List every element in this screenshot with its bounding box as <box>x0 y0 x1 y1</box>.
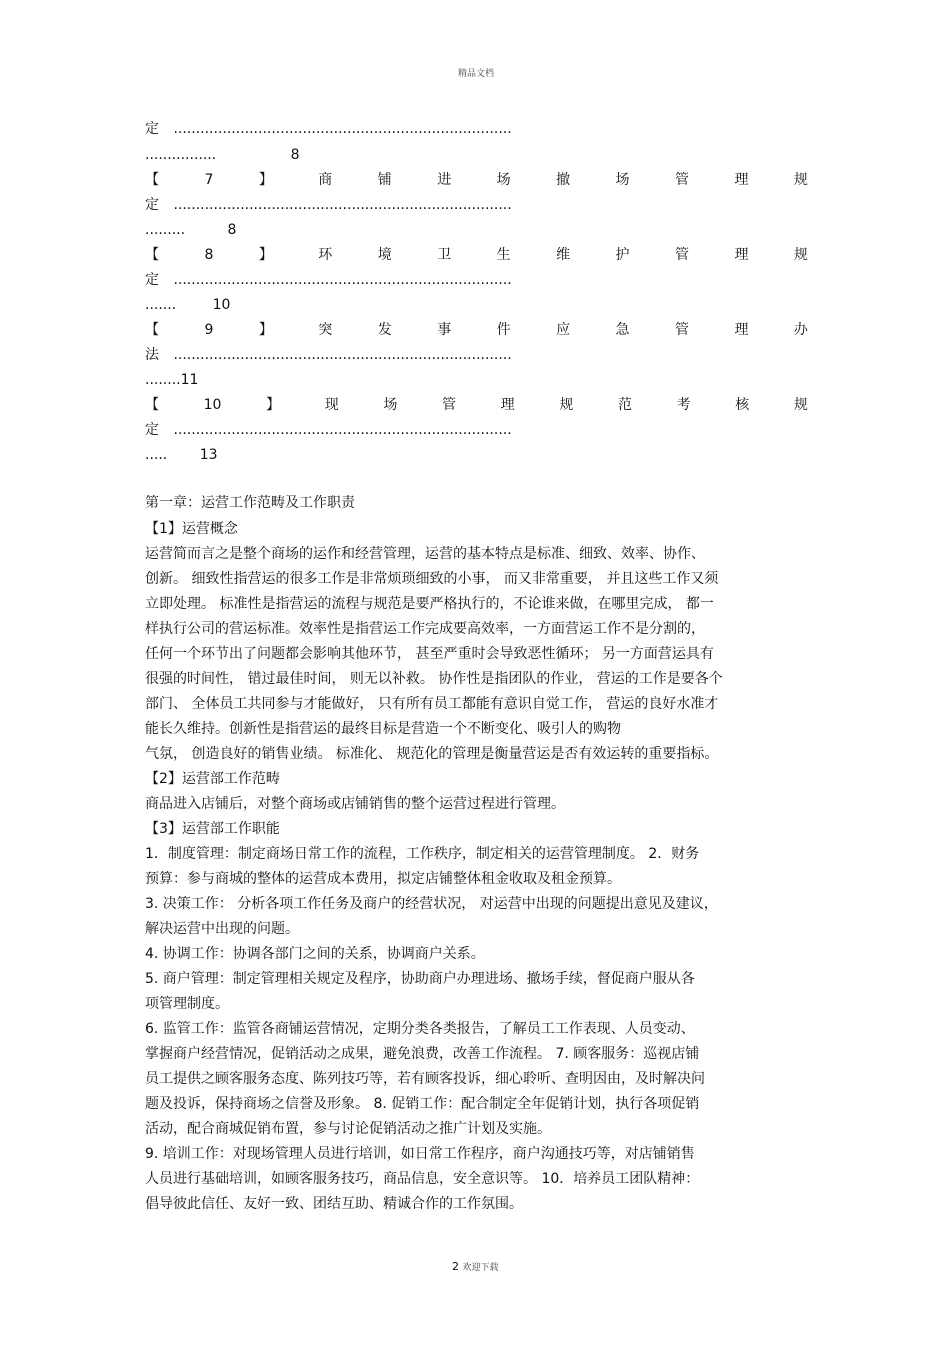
toc-token: 理 <box>734 247 749 263</box>
toc-token: 【 <box>145 322 159 338</box>
toc-lead-char: 定 <box>145 197 159 213</box>
paragraph-line: 任何一个环节出了问题都会影响其他环节， 甚至严重时会导致恶性循环； 另一方面营运具有 <box>145 646 714 662</box>
toc-token: 维 <box>556 247 571 263</box>
toc-token: 应 <box>556 322 571 338</box>
toc-token: 理 <box>500 397 515 413</box>
toc-item-7-page <box>145 221 236 239</box>
toc-item-7-heading <box>145 171 808 189</box>
toc-dots: ................ <box>145 147 217 163</box>
toc-token: 理 <box>734 322 749 338</box>
toc-token: 突 <box>318 322 333 338</box>
paragraph-line: 9. 培训工作：对现场管理人员进行培训，如日常工作程序，商户沟通技巧等，对店铺销售 <box>145 1146 695 1162</box>
paragraph-line: 1．制度管理：制定商场日常工作的流程，工作秩序，制定相关的运营管理制度。 2．财务 <box>145 846 700 862</box>
toc-token: 场 <box>383 397 398 413</box>
toc-token: 7 <box>204 172 214 188</box>
toc-token: 核 <box>735 397 750 413</box>
toc-token: 急 <box>615 322 630 338</box>
section-heading: 【1】运营概念 <box>145 521 238 537</box>
toc-token: 理 <box>734 172 749 188</box>
toc-item-8-lead <box>145 271 512 289</box>
toc-token: 9 <box>204 322 214 338</box>
toc-token: 【 <box>145 247 159 263</box>
toc-item-8-page <box>145 296 230 314</box>
toc-token: 规 <box>559 397 574 413</box>
toc-page-number: 10 <box>212 297 231 313</box>
paragraph-line: 部门、 全体员工共同参与才能做好， 只有所有员工都能有意识自觉工作， 营运的良好水准才 <box>145 696 719 712</box>
paragraph-line: 3. 决策工作： 分析各项工作任务及商户的经营状况， 对运营中出现的问题提出意见及建议， <box>145 896 718 912</box>
paragraph-line: 4. 协调工作：协调各部门之间的关系，协调商户关系。 <box>145 946 485 962</box>
toc-token: 规 <box>793 247 808 263</box>
paragraph-line: 倡导彼此信任、友好一致、团结互助、精诚合作的工作氛围。 <box>145 1196 523 1212</box>
toc-page-line <box>145 146 300 164</box>
toc-token: 生 <box>496 247 511 263</box>
toc-token: 管 <box>675 172 689 188</box>
toc-token: 规 <box>793 172 808 188</box>
toc-token: 撤 <box>556 172 571 188</box>
paragraph-line: 很强的时间性， 错过最佳时间， 则无以补救。 协作性是指团队的作业， 营运的工作是要各个 <box>145 671 723 687</box>
toc-token: 件 <box>496 322 511 338</box>
page-footer <box>452 1260 499 1273</box>
paragraph-line: 立即处理。 标准性是指营运的流程与规范是要严格执行的，不论谁来做，在哪里完成， 都一 <box>145 596 714 612</box>
toc-item-9-heading <box>145 321 808 339</box>
toc-dots: ............................................................................ <box>173 272 512 288</box>
paragraph-line: 预算：参与商城的整体的运营成本费用，拟定店铺整体租金收取及租金预算。 <box>145 871 621 887</box>
toc-token: 【 <box>145 172 159 188</box>
toc-token: 事 <box>437 322 452 338</box>
toc-page-number: 8 <box>227 222 237 238</box>
toc-token: 环 <box>318 247 333 263</box>
toc-token: 8 <box>204 247 214 263</box>
toc-item-8-heading <box>145 246 808 264</box>
section-heading: 【3】运营部工作职能 <box>145 821 280 837</box>
toc-item-10-page <box>145 446 218 464</box>
paragraph-line: 能长久维持。创新性是指营运的最终目标是营造一个不断变化、吸引人的购物 <box>145 721 621 737</box>
paragraph-line: 员工提供之顾客服务态度、陈列技巧等，若有顾客投诉，细心聆听、查明因由，及时解决问 <box>145 1071 705 1087</box>
toc-token: 管 <box>675 322 689 338</box>
toc-token: 10 <box>203 397 222 413</box>
toc-token: 规 <box>793 397 808 413</box>
toc-lead-char: 定 <box>145 422 159 438</box>
toc-item-9-page <box>145 371 198 389</box>
toc-token: 护 <box>615 247 630 263</box>
toc-lead <box>145 120 512 138</box>
toc-lead-char: 法 <box>145 347 159 363</box>
toc-lead-char: 定 <box>145 121 159 137</box>
toc-token: 商 <box>318 172 333 188</box>
toc-token: 范 <box>617 397 632 413</box>
page-header: 精品文档 <box>458 69 495 79</box>
toc-item-10-lead <box>145 421 512 439</box>
toc-lead-char: 定 <box>145 272 159 288</box>
toc-dots: ......... <box>145 222 186 238</box>
toc-token: 进 <box>437 172 452 188</box>
toc-token: 铺 <box>377 172 392 188</box>
toc-token: 考 <box>676 397 691 413</box>
toc-dots: ............................................................................ <box>173 422 512 438</box>
paragraph-line: 掌握商户经营情况，促销活动之成果，避免浪费，改善工作流程。 7. 顾客服务：巡视店铺 <box>145 1046 700 1062</box>
toc-item-9-lead <box>145 346 512 364</box>
paragraph-line: 运营简而言之是整个商场的运作和经营管理，运营的基本特点是标准、细致、效率、协作、 <box>145 546 705 562</box>
paragraph-line: 解决运营中出现的问题。 <box>145 921 299 937</box>
toc-dots: ....... <box>145 297 177 313</box>
paragraph-line: 人员进行基础培训，如顾客服务技巧，商品信息，安全意识等。 10．培养员工团队精神： <box>145 1171 700 1187</box>
toc-token: 管 <box>675 247 689 263</box>
toc-token: 卫 <box>437 247 452 263</box>
toc-token: 现 <box>324 397 339 413</box>
footer-text: 欢迎下载 <box>462 1263 499 1273</box>
paragraph-line: 5. 商户管理：制定管理相关规定及程序，协助商户办理进场、撤场手续，督促商户服从各 <box>145 971 695 987</box>
paragraph-line: 气氛， 创造良好的销售业绩。 标准化、 规范化的管理是衡量营运是否有效运转的重要指标。 <box>145 746 719 762</box>
toc-dots: ........ <box>145 372 181 388</box>
toc-token: 管 <box>442 397 457 413</box>
paragraph-line: 项管理制度。 <box>145 996 229 1012</box>
toc-page-number: 8 <box>290 147 300 163</box>
toc-token: 办 <box>793 322 808 338</box>
toc-item-7-lead <box>145 196 512 214</box>
toc-item-10-heading <box>145 396 808 414</box>
section-heading: 【2】运营部工作范畴 <box>145 771 280 787</box>
toc-token: 】 <box>266 397 281 413</box>
toc-page-number: 13 <box>199 447 218 463</box>
paragraph-line: 活动，配合商城促销布置，参与讨论促销活动之推广计划及实施。 <box>145 1121 551 1137</box>
toc-dots: ............................................................................ <box>173 347 512 363</box>
toc-token: 】 <box>258 172 273 188</box>
toc-dots: ............................................................................ <box>173 121 512 137</box>
toc-dots: ..... <box>145 447 168 463</box>
paragraph-line: 6. 监管工作：监管各商铺运营情况，定期分类各类报告，了解员工工作表现、人员变动、 <box>145 1021 695 1037</box>
paragraph-line: 商品进入店铺后，对整个商场或店铺销售的整个运营过程进行管理。 <box>145 796 565 812</box>
toc-token: 发 <box>377 322 392 338</box>
toc-token: 】 <box>258 322 273 338</box>
paragraph-line: 样执行公司的营运标准。效率性是指营运工作完成要高效率，一方面营运工作不是分割的， <box>145 621 705 637</box>
toc-token: 【 <box>145 397 159 413</box>
toc-token: 场 <box>615 172 630 188</box>
chapter-title: 第一章：运营工作范畴及工作职责 <box>145 495 355 511</box>
paragraph-line: 题及投诉，保持商场之信誉及形象。 8. 促销工作：配合制定全年促销计划，执行各项促销 <box>145 1096 700 1112</box>
toc-page-number: 11 <box>180 372 199 388</box>
toc-token: 境 <box>377 247 392 263</box>
paragraph-line: 创新。 细致性指营运的很多工作是非常烦琐细致的小事， 而又非常重要， 并且这些工作又须 <box>145 571 719 587</box>
toc-token: 】 <box>258 247 273 263</box>
toc-dots: ............................................................................ <box>173 197 512 213</box>
page-number: 2 <box>452 1260 459 1273</box>
toc-token: 场 <box>496 172 511 188</box>
